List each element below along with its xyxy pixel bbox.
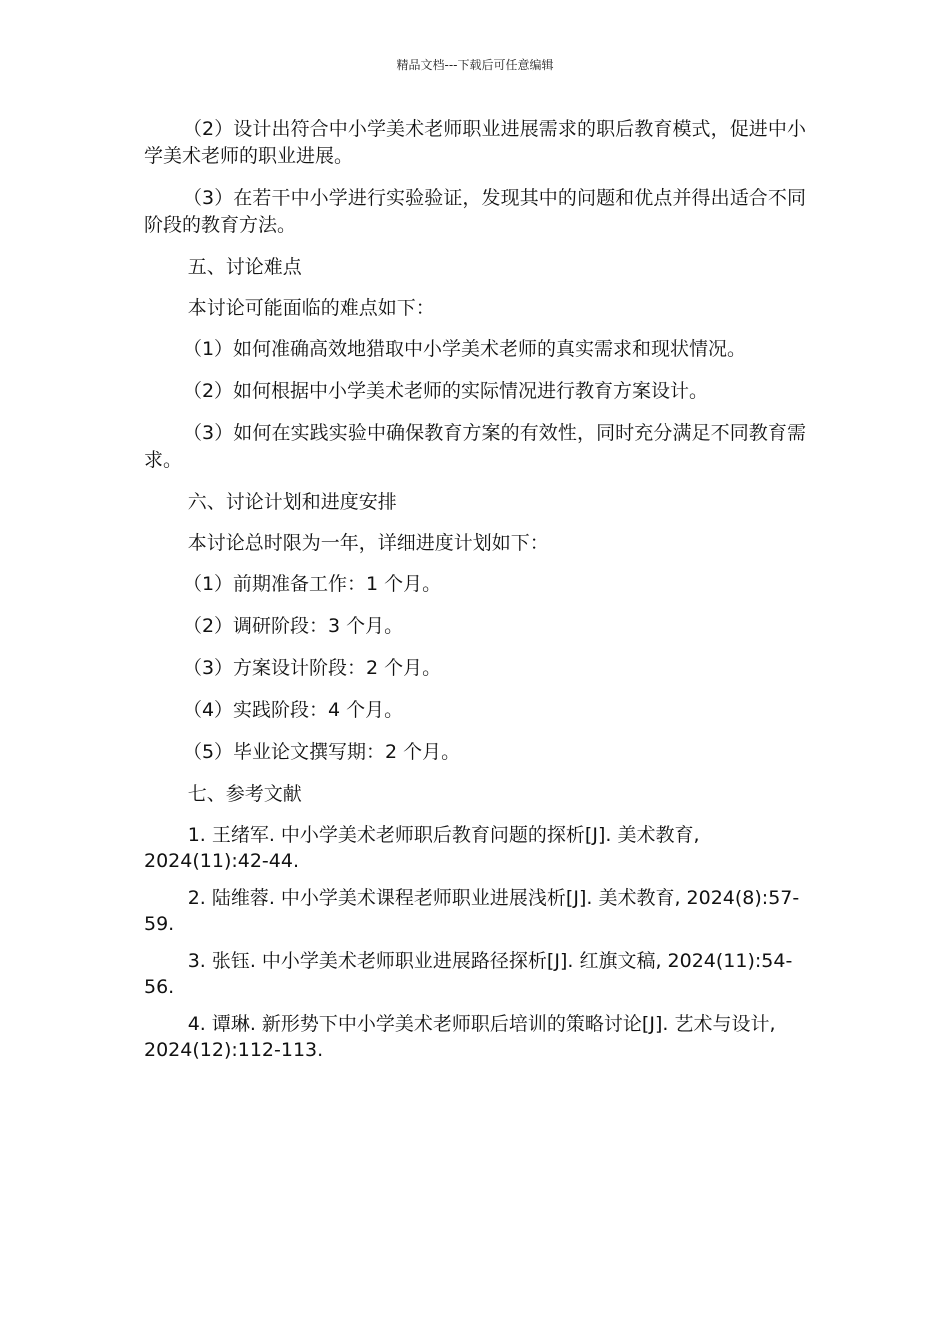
schedule-step-3: （3）方案设计阶段：2 个月。 (182, 657, 442, 679)
section-heading-references: 七、参考文献 (187, 783, 302, 805)
difficulties-intro: 本讨论可能面临的难点如下： (187, 297, 435, 319)
section-heading-schedule: 六、讨论计划和进度安排 (187, 491, 397, 513)
schedule-step-5: （5）毕业论文撰写期：2 个月。 (182, 741, 461, 763)
difficulty-3: （3）如何在实践实验中确保教育方案的有效性，同时充分满足不同教育需求。 (144, 422, 806, 471)
difficulty-1: （1）如何准确高效地猎取中小学美术老师的真实需求和现状情况。 (182, 338, 747, 360)
objective-2: （2）设计出符合中小学美术老师职业进展需求的职后教育模式，促进中小学美术老师的职业进展。 (144, 118, 806, 167)
objective-3: （3）在若干中小学进行实验验证，发现其中的问题和优点并得出适合不同阶段的教育方法。 (144, 187, 806, 236)
page-header: 精品文档---下载后可任意编辑 (396, 58, 554, 72)
document-body (144, 116, 806, 1074)
reference-2: 2. 陆维蓉. 中小学美术课程老师职业进展浅析[J]. 美术教育, 2024(8):57-59. (144, 887, 800, 935)
section-heading-difficulties: 五、讨论难点 (187, 256, 302, 278)
schedule-intro: 本讨论总时限为一年，详细进度计划如下： (187, 532, 549, 554)
reference-1: 1. 王绪军. 中小学美术老师职后教育问题的探析[J]. 美术教育, 2024(11):42-44. (144, 824, 700, 872)
schedule-step-2: （2）调研阶段：3 个月。 (182, 615, 404, 637)
schedule-step-1: （1）前期准备工作：1 个月。 (182, 573, 442, 595)
schedule-step-4: （4）实践阶段：4 个月。 (182, 699, 404, 721)
difficulty-2: （2）如何根据中小学美术老师的实际情况进行教育方案设计。 (182, 380, 709, 402)
reference-4: 4. 谭琳. 新形势下中小学美术老师职后培训的策略讨论[J]. 艺术与设计, 2024(12):112-113. (144, 1013, 776, 1061)
reference-3: 3. 张钰. 中小学美术老师职业进展路径探析[J]. 红旗文稿, 2024(11):54-56. (144, 950, 793, 998)
